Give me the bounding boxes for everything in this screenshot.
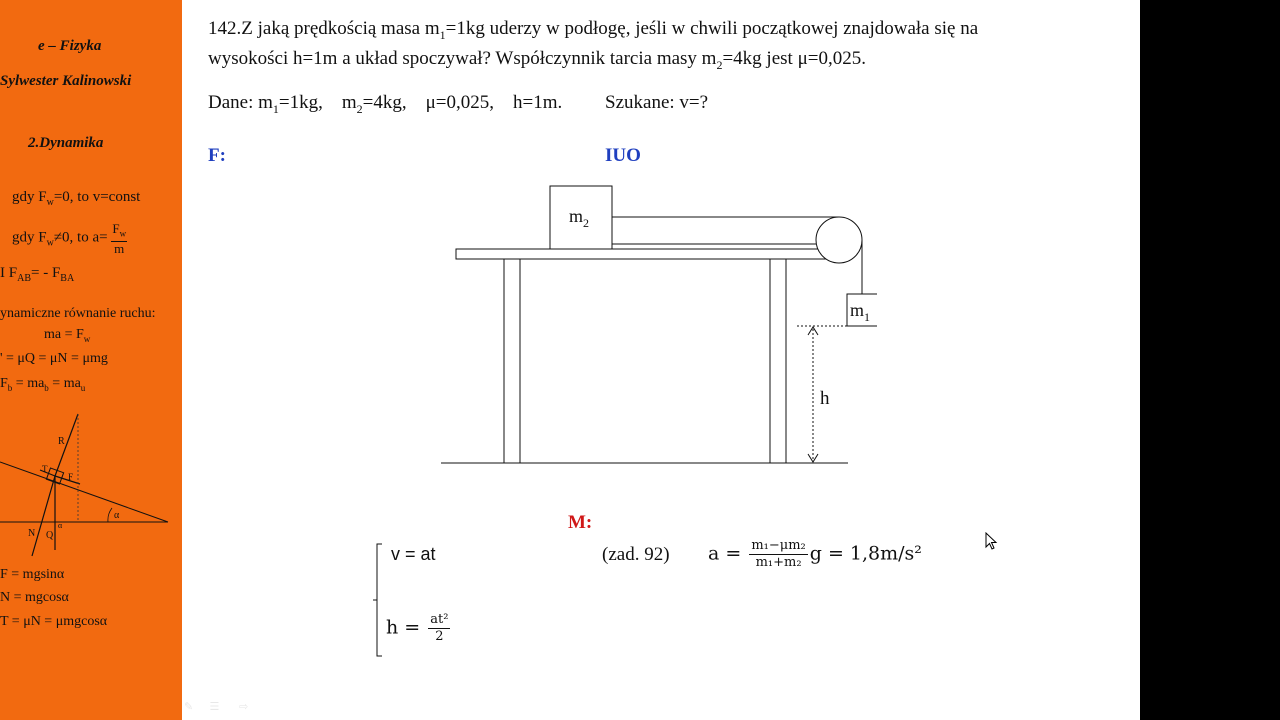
label-t: T xyxy=(42,464,48,474)
newton-law-1: gdy $F_w=0$, to v=const xyxy=(12,189,141,208)
incline-surface xyxy=(0,462,168,522)
equation-ma: ma = $F_w$ xyxy=(44,327,91,344)
author-name: Sylwester Kalinowski xyxy=(0,73,132,89)
table-leg-right xyxy=(770,259,786,463)
next-icon[interactable]: ⇨ xyxy=(239,700,249,713)
t-equation: T = μN = μmgcosα xyxy=(0,614,108,629)
table-leg-left xyxy=(504,259,520,463)
slideshow-controls xyxy=(184,700,253,713)
mass-m2-label: $m_2$ xyxy=(569,206,590,230)
height-equation: h = $\frac{\text{at²}}{2}$ xyxy=(386,612,449,644)
newton-law-3: I $F_{AB}= - F_{BA}$ xyxy=(0,265,75,284)
label-f: F xyxy=(68,472,74,482)
problem-line-1: 142.Z jaką prędkością masa $m_1=1kg$ uderzy w podłogę, jeśli w chwili początkowej znajdowała się na xyxy=(208,18,979,42)
label-n: N xyxy=(28,528,36,539)
label-alpha-1: α xyxy=(58,521,63,530)
n-equation: N = mgcosα xyxy=(0,590,69,605)
incline-diagram xyxy=(0,410,182,560)
mass-m1-label: $m_1$ xyxy=(850,300,871,324)
label-alpha-2: α xyxy=(114,510,120,521)
alpha-arc xyxy=(108,508,112,522)
acceleration-equation: a = $\frac{\text{m₁−μm₂}}{\text{m₁+m₂}}$ g = 1,8m/s² xyxy=(708,538,922,570)
iuo-label: IUO xyxy=(605,145,641,166)
letterbox-right xyxy=(1140,0,1280,720)
slide-content xyxy=(182,0,1140,720)
pen-icon[interactable]: ✎ xyxy=(184,700,194,713)
problem-reference: (zad. 92) xyxy=(602,544,670,565)
course-title: e – Fizyka xyxy=(38,38,102,54)
label-r: R xyxy=(58,436,65,447)
height-fraction: $\frac{\text{at²}}{2}$ xyxy=(430,612,449,644)
dynamics-equation-title: ynamiczne równanie ruchu: xyxy=(0,306,156,321)
inertial-force-equation: $F_b = ma_b = ma_u$ xyxy=(0,376,86,393)
force-mass-fraction: $\frac{F_w}{m}$ xyxy=(112,221,127,256)
pulley-wheel xyxy=(816,217,862,263)
physics-section-label: F: xyxy=(208,145,226,166)
height-label: h xyxy=(820,388,830,409)
newton-law-2: gdy $F_w\ne 0$, to a= $\frac{F_w}{m}$ xyxy=(12,221,127,256)
system-brace xyxy=(372,542,384,660)
math-section-label: M: xyxy=(568,512,593,533)
sought-value: Szukane: v=? xyxy=(605,92,709,113)
acceleration-fraction: $\frac{\text{m₁−μm₂}}{\text{m₁+m₂}}$ xyxy=(751,538,806,570)
chapter-title: 2.Dynamika xyxy=(28,135,104,151)
vector-n xyxy=(32,476,55,556)
menu-icon[interactable]: ☰ xyxy=(209,700,220,713)
velocity-equation: v = at xyxy=(391,544,436,564)
friction-equation: ' = μQ = μN = μmg xyxy=(0,351,108,366)
mouse-cursor-icon xyxy=(985,532,999,552)
problem-line-2: wysokości h=1m a układ spoczywał? Współczynnik tarcia masy $m_2=4kg$ jest μ=0,025. xyxy=(208,48,866,72)
table-top xyxy=(456,249,842,259)
lecture-sidebar xyxy=(0,0,182,720)
given-data: Dane: $m_1=1kg$, $m_2=4kg$, μ=0,025, h=1m. Szukane: v=? xyxy=(208,92,709,116)
f-equation: F = mgsinα xyxy=(0,567,65,582)
label-q: Q xyxy=(46,530,54,541)
pulley-diagram xyxy=(437,182,877,482)
